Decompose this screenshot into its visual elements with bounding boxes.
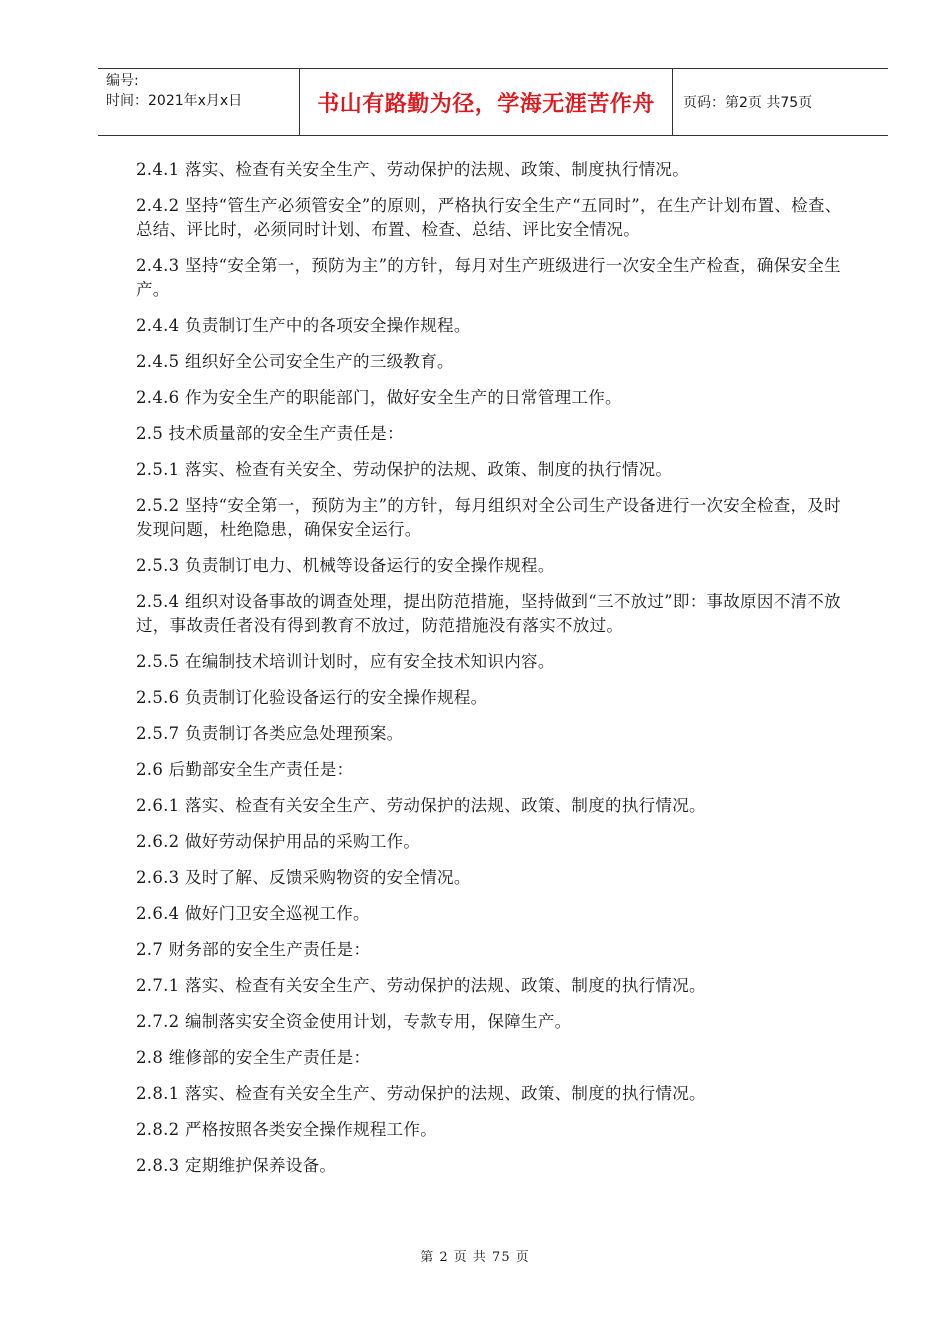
paragraph: 2.6.4 做好门卫安全巡视工作。 bbox=[136, 904, 370, 923]
paragraph: 2.8.1 落实、检查有关安全生产、劳动保护的法规、政策、制度的执行情况。 bbox=[136, 1084, 706, 1103]
paragraph: 2.5.3 负责制订电力、机械等设备运行的安全操作规程。 bbox=[136, 556, 555, 575]
paragraph: 2.5.5 在编制技术培训计划时，应有安全技术知识内容。 bbox=[136, 652, 555, 671]
paragraph: 2.5.4 组织对设备事故的调查处理，提出防范措施，坚持做到“三不放过”即：事故原因不清不放过，事故责任者没有得到教育不放过，防范措施没有落实不放过。 bbox=[136, 592, 841, 635]
paragraph: 2.6.1 落实、检查有关安全生产、劳动保护的法规、政策、制度的执行情况。 bbox=[136, 796, 706, 815]
section-heading: 2.5 技术质量部的安全生产责任是： bbox=[136, 424, 404, 443]
document-number-label: 编号: bbox=[106, 73, 139, 89]
header-motto: 书山有路勤为径，学海无涯苦作舟 bbox=[300, 69, 673, 135]
page-footer: 第 2 页 共 75 页 bbox=[420, 1250, 530, 1265]
paragraph: 2.8.2 严格按照各类安全操作规程工作。 bbox=[136, 1120, 438, 1139]
section-heading: 2.8 维修部的安全生产责任是： bbox=[136, 1048, 371, 1067]
paragraph: 2.4.5 组织好全公司安全生产的三级教育。 bbox=[136, 352, 454, 371]
paragraph: 2.4.3 坚持“安全第一，预防为主”的方针，每月对生产班级进行一次安全生产检查，确保安全生产。 bbox=[136, 256, 841, 299]
paragraph: 2.5.6 负责制订化验设备运行的安全操作规程。 bbox=[136, 688, 488, 707]
paragraph: 2.5.7 负责制订各类应急处理预案。 bbox=[136, 724, 404, 743]
paragraph: 2.6.2 做好劳动保护用品的采购工作。 bbox=[136, 832, 421, 851]
header-page-info: 页码：第2页 共75页 bbox=[683, 95, 813, 111]
header-meta bbox=[98, 69, 300, 135]
paragraph: 2.6.3 及时了解、反馈采购物资的安全情况。 bbox=[136, 868, 471, 887]
paragraph: 2.4.1 落实、检查有关安全生产、劳动保护的法规、政策、制度执行情况。 bbox=[136, 160, 690, 179]
paragraph: 2.5.1 落实、检查有关安全、劳动保护的法规、政策、制度的执行情况。 bbox=[136, 460, 673, 479]
section-heading: 2.7 财务部的安全生产责任是： bbox=[136, 940, 371, 959]
paragraph: 2.5.2 坚持“安全第一，预防为主”的方针，每月组织对全公司生产设备进行一次安全检查，及时发现问题，杜绝隐患，确保安全运行。 bbox=[136, 496, 841, 539]
section-heading: 2.6 后勤部安全生产责任是： bbox=[136, 760, 354, 779]
paragraph: 2.8.3 定期维护保养设备。 bbox=[136, 1156, 337, 1175]
paragraph: 2.7.2 编制落实安全资金使用计划，专款专用，保障生产。 bbox=[136, 1012, 572, 1031]
page-header bbox=[98, 68, 888, 136]
paragraph: 2.4.6 作为安全生产的职能部门，做好安全生产的日常管理工作。 bbox=[136, 388, 622, 407]
paragraph: 2.4.2 坚持“管生产必须管安全”的原则，严格执行安全生产“五同时”，在生产计划布置、检查、总结、评比时，必须同时计划、布置、检查、总结、评比安全情况。 bbox=[136, 196, 842, 239]
paragraph: 2.7.1 落实、检查有关安全生产、劳动保护的法规、政策、制度的执行情况。 bbox=[136, 976, 706, 995]
document-body bbox=[136, 158, 856, 1190]
paragraph: 2.4.4 负责制订生产中的各项安全操作规程。 bbox=[136, 316, 471, 335]
document-date: 时间：2021年x月x日 bbox=[106, 93, 243, 109]
